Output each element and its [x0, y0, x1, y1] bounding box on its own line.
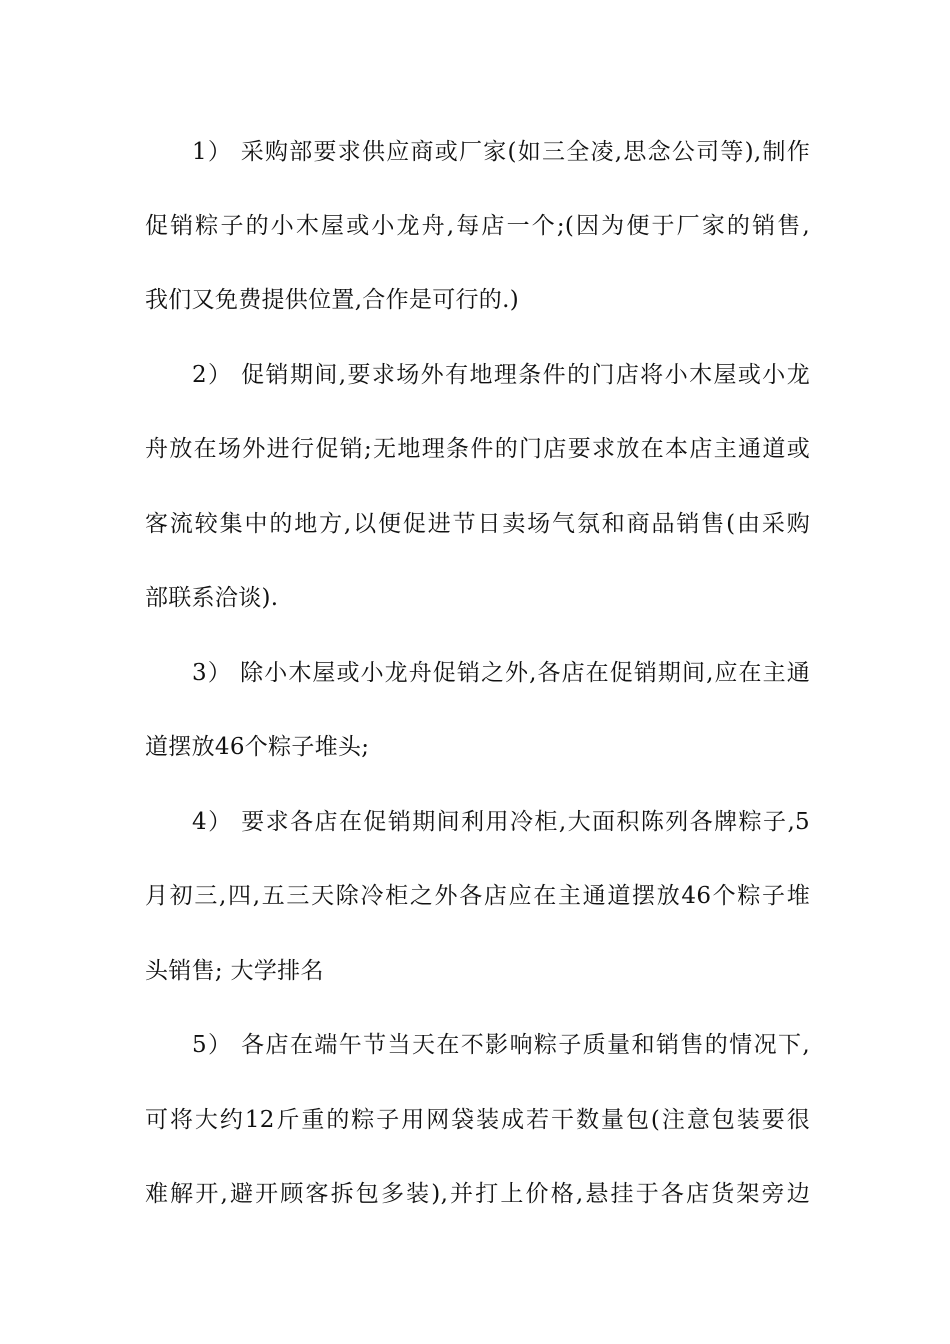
paragraph-2-line-1: 2） 促销期间,要求场外有地理条件的门店将小木屋或小龙	[192, 362, 810, 388]
paragraph-1-line-1: 1） 采购部要求供应商或厂家(如三全凌,思念公司等),制作	[192, 139, 810, 165]
paragraph-2-line-2: 舟放在场外进行促销;无地理条件的门店要求放在本店主通道或	[145, 436, 810, 462]
paragraph-3-line-2: 道摆放46个粽子堆头;	[145, 734, 370, 760]
paragraph-2-line-3: 客流较集中的地方,以便促进节日卖场气氛和商品销售(由采购	[145, 511, 810, 537]
paragraph-4-line-2: 月初三,四,五三天除冷柜之外各店应在主通道摆放46个粽子堆	[145, 883, 810, 909]
paragraph-5-line-2: 可将大约12斤重的粽子用网袋装成若干数量包(注意包装要很	[145, 1107, 810, 1133]
paragraph-5-line-3: 难解开,避开顾客拆包多装),并打上价格,悬挂于各店货架旁边	[145, 1181, 810, 1207]
paragraph-3-line-1: 3） 除小木屋或小龙舟促销之外,各店在促销期间,应在主通	[192, 660, 810, 686]
paragraph-4-line-3: 头销售; 大学排名	[145, 958, 324, 984]
paragraph-1-line-2: 促销粽子的小木屋或小龙舟,每店一个;(因为便于厂家的销售,	[145, 213, 810, 239]
paragraph-1-line-3: 我们又免费提供位置,合作是可行的.)	[145, 287, 519, 313]
paragraph-2-line-4: 部联系洽谈).	[145, 585, 279, 611]
paragraph-5-line-1: 5） 各店在端午节当天在不影响粽子质量和销售的情况下,	[192, 1032, 810, 1058]
paragraph-4-line-1: 4） 要求各店在促销期间利用冷柜,大面积陈列各牌粽子,5	[192, 809, 810, 835]
